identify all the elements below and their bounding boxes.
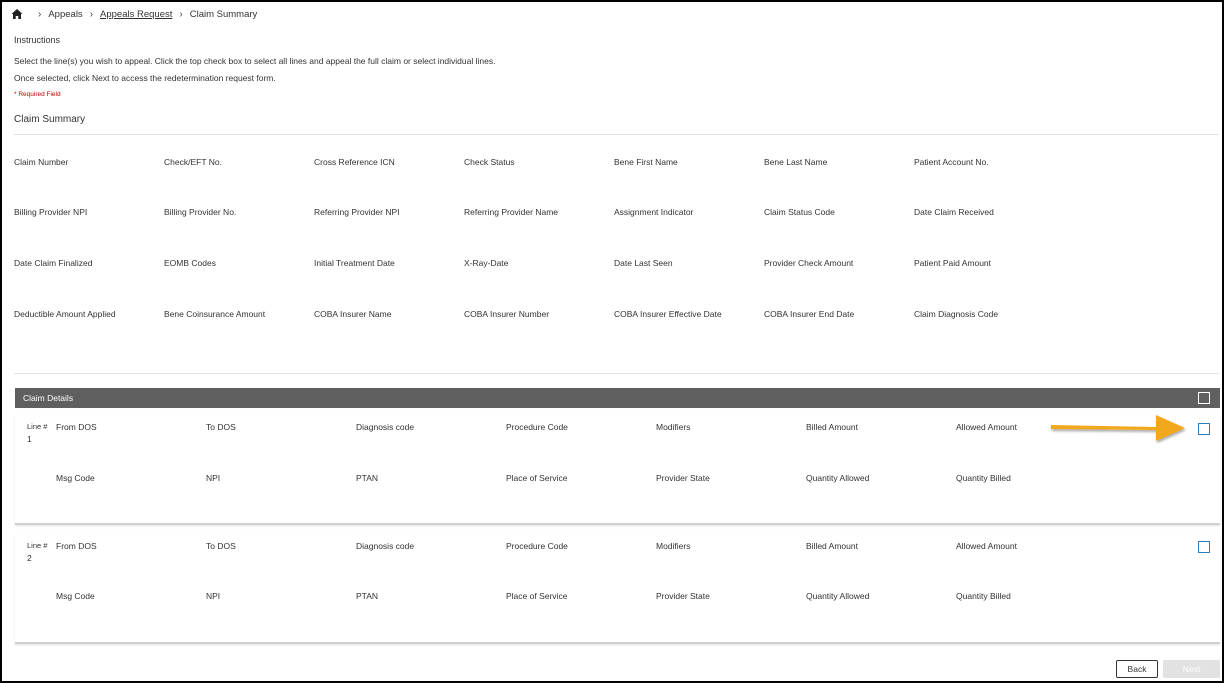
summary-label: Claim Number: [14, 157, 69, 167]
summary-label: Patient Account No.: [914, 157, 989, 167]
breadcrumb-claim-summary: Claim Summary: [189, 8, 258, 20]
line-field-label: Msg Code: [56, 591, 95, 601]
home-icon[interactable]: [11, 8, 23, 20]
summary-label: Bene Coinsurance Amount: [164, 309, 266, 319]
line-field-label: PTAN: [356, 591, 379, 601]
summary-label: Patient Paid Amount: [914, 258, 992, 268]
summary-label: Assignment Indicator: [614, 207, 694, 217]
line-field-label: Place of Service: [506, 473, 568, 483]
summary-label: Initial Treatment Date: [314, 258, 395, 268]
line-field-label: From DOS: [56, 422, 97, 432]
back-button[interactable]: Back: [1116, 660, 1158, 678]
line-number-label: [27, 540, 47, 564]
summary-label: Referring Provider NPI: [314, 207, 400, 217]
breadcrumb-appeals-request[interactable]: Appeals Request: [100, 8, 173, 20]
line-field-label: Procedure Code: [506, 422, 568, 432]
line-number: 2: [27, 553, 32, 563]
arrow-right-icon: [1048, 411, 1188, 445]
divider: [14, 134, 1219, 135]
line-field-label: From DOS: [56, 541, 97, 551]
claim-details-header: [15, 388, 1220, 408]
summary-label: EOMB Codes: [164, 258, 216, 268]
line-hash-label: Line #: [27, 541, 48, 550]
line-field-label: Allowed Amount: [956, 541, 1017, 551]
select-all-checkbox[interactable]: [1198, 392, 1210, 404]
divider: [14, 373, 1219, 374]
summary-label: Cross Reference ICN: [314, 157, 395, 167]
chevron-right-icon: ›: [179, 8, 183, 20]
summary-label: COBA Insurer Effective Date: [614, 309, 722, 319]
claim-details-title: Claim Details: [23, 393, 74, 403]
breadcrumb: [11, 7, 257, 21]
summary-label: Deductible Amount Applied: [14, 309, 116, 319]
summary-label: Claim Diagnosis Code: [914, 309, 999, 319]
line-field-label: Billed Amount: [806, 422, 858, 432]
summary-label: COBA Insurer End Date: [764, 309, 855, 319]
line-field-label: Quantity Allowed: [806, 473, 870, 483]
required-field-note: * Required Field: [14, 91, 61, 98]
line-field-label: Provider State: [656, 591, 710, 601]
instructions-line-2: Once selected, click Next to access the redetermination request form.: [14, 73, 276, 83]
line-field-label: Provider State: [656, 473, 710, 483]
claim-summary-title: Claim Summary: [14, 114, 86, 125]
summary-label: Date Last Seen: [614, 258, 673, 268]
line-field-label: To DOS: [206, 422, 236, 432]
summary-label: Date Claim Finalized: [14, 258, 93, 268]
chevron-right-icon: ›: [38, 8, 42, 20]
breadcrumb-appeals[interactable]: Appeals: [48, 8, 83, 20]
line-2-checkbox[interactable]: [1198, 541, 1210, 553]
summary-label: COBA Insurer Number: [464, 309, 550, 319]
summary-label: Check Status: [464, 157, 515, 167]
summary-label: Check/EFT No.: [164, 157, 222, 167]
line-field-label: Diagnosis code: [356, 422, 415, 432]
summary-label: Bene Last Name: [764, 157, 828, 167]
line-field-label: PTAN: [356, 473, 379, 483]
line-field-label: NPI: [206, 473, 221, 483]
instructions-title: Instructions: [14, 35, 61, 45]
line-field-label: To DOS: [206, 541, 236, 551]
instructions-line-1: Select the line(s) you wish to appeal. Click the top check box to select all lines and appeal the full claim or select individual lines.: [14, 56, 496, 66]
line-field-label: Quantity Allowed: [806, 591, 870, 601]
chevron-right-icon: ›: [89, 8, 94, 20]
line-field-label: Allowed Amount: [956, 422, 1017, 432]
line-field-label: Quantity Billed: [956, 473, 1011, 483]
line-field-label: Modifiers: [656, 541, 691, 551]
line-field-label: Diagnosis code: [356, 541, 415, 551]
summary-label: Bene First Name: [614, 157, 678, 167]
summary-label: Billing Provider No.: [164, 207, 237, 217]
summary-label: Date Claim Received: [914, 207, 994, 217]
line-field-label: Quantity Billed: [956, 591, 1011, 601]
line-field-label: Msg Code: [56, 473, 95, 483]
summary-label: Provider Check Amount: [764, 258, 854, 268]
line-1-checkbox[interactable]: [1198, 423, 1210, 435]
claim-line-card: [15, 534, 1220, 644]
line-number-label: [27, 421, 47, 445]
line-hash-label: Line #: [27, 422, 48, 431]
line-field-label: NPI: [206, 591, 221, 601]
next-button[interactable]: Next: [1163, 660, 1220, 678]
line-field-label: Modifiers: [656, 422, 691, 432]
line-field-label: Procedure Code: [506, 541, 568, 551]
line-number: 1: [27, 434, 32, 444]
summary-label: Claim Status Code: [764, 207, 835, 217]
line-field-label: Billed Amount: [806, 541, 858, 551]
claim-line-card: [15, 415, 1220, 525]
line-field-label: Place of Service: [506, 591, 568, 601]
summary-label: X-Ray-Date: [464, 258, 509, 268]
summary-label: COBA Insurer Name: [314, 309, 392, 319]
summary-label: Referring Provider Name: [464, 207, 559, 217]
summary-label: Billing Provider NPI: [14, 207, 88, 217]
